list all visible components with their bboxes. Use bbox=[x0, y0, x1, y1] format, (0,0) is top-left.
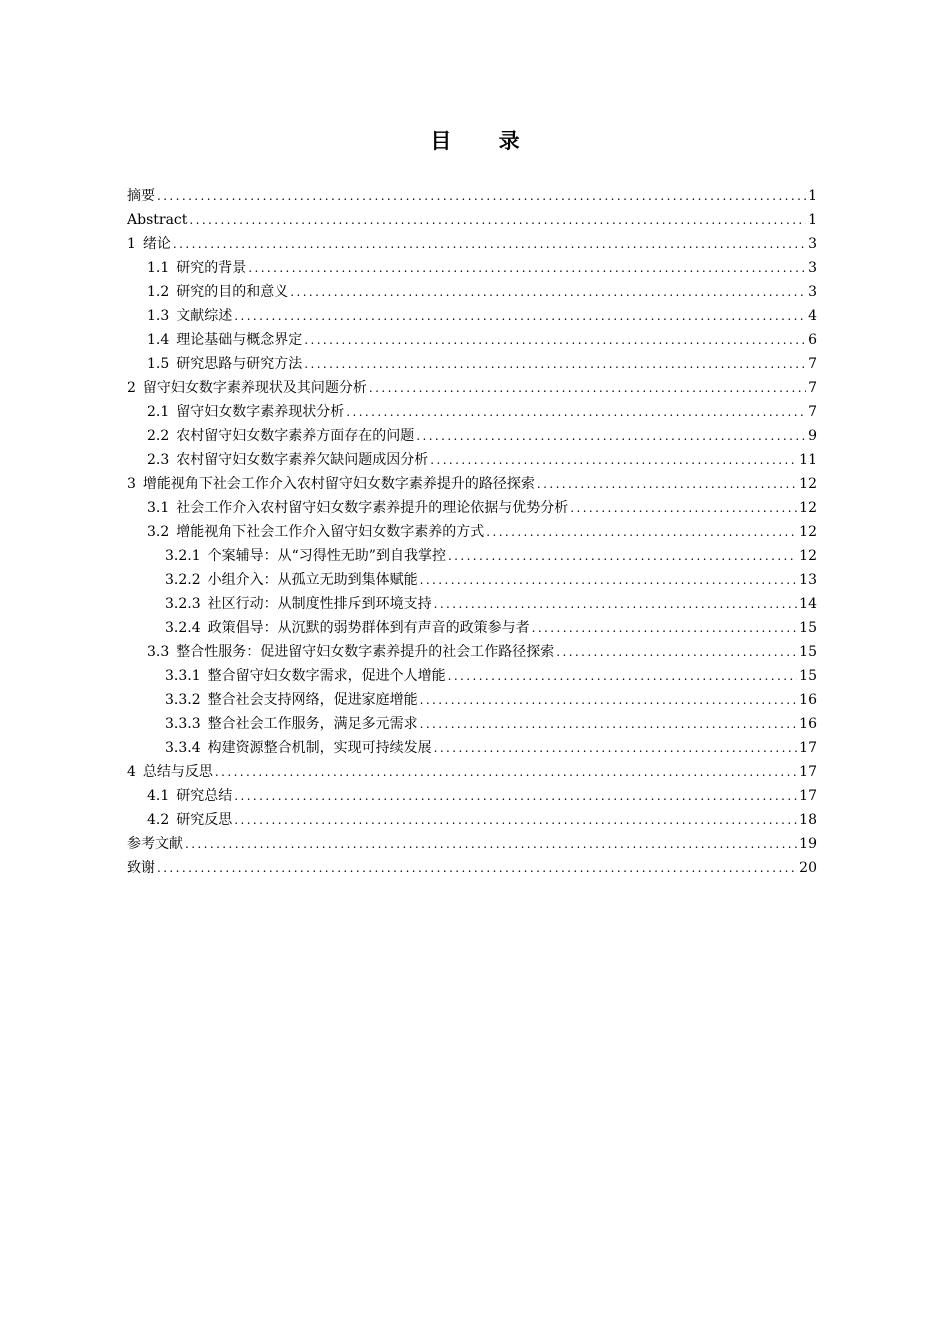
toc-entry-number: 3.2.2 bbox=[165, 572, 201, 588]
toc-entry-label bbox=[127, 208, 187, 232]
toc-entry-number: 3 bbox=[127, 476, 136, 492]
toc-entry-label bbox=[127, 184, 155, 208]
dot-leader bbox=[290, 280, 806, 304]
toc-entry-number: 3.3.4 bbox=[165, 740, 201, 756]
toc-entry-page: 15 bbox=[799, 668, 817, 684]
toc-entry-text: Abstract bbox=[127, 212, 188, 228]
toc-entry-text: 政策倡导：从沉默的弱势群体到有声音的政策参与者 bbox=[207, 620, 530, 636]
toc-entry-label bbox=[127, 472, 535, 496]
dot-leader bbox=[234, 808, 797, 832]
toc-entry-number: 1.4 bbox=[147, 332, 170, 348]
toc-entry-number: 3.1 bbox=[147, 500, 170, 516]
toc-entry[interactable] bbox=[127, 328, 817, 352]
toc-entry-page: 1 bbox=[808, 212, 817, 228]
dot-leader bbox=[434, 736, 798, 760]
toc-entry-label bbox=[147, 520, 484, 544]
toc-entry-number: 2.2 bbox=[147, 428, 170, 444]
toc-entry[interactable] bbox=[127, 712, 817, 736]
toc-entry-page: 17 bbox=[799, 788, 817, 804]
toc-entry-text: 绪论 bbox=[142, 236, 171, 252]
dot-leader bbox=[304, 352, 806, 376]
toc-entry-text: 研究思路与研究方法 bbox=[176, 356, 303, 372]
toc-entry[interactable] bbox=[127, 520, 817, 544]
toc-entry-page: 15 bbox=[799, 644, 817, 660]
toc-entry-number: 2.1 bbox=[147, 404, 170, 420]
toc-entry[interactable] bbox=[127, 568, 817, 592]
toc-entry[interactable] bbox=[127, 448, 817, 472]
toc-entry-text: 整合社会支持网络，促进家庭增能 bbox=[207, 692, 418, 708]
dot-leader bbox=[420, 688, 798, 712]
dot-leader bbox=[157, 184, 806, 208]
toc-entry[interactable] bbox=[127, 808, 817, 832]
toc-entry-label bbox=[165, 544, 446, 568]
toc-entry-label bbox=[165, 688, 418, 712]
toc-entry-page: 12 bbox=[799, 500, 817, 516]
toc-entry-text: 增能视角下社会工作介入农村留守妇女数字素养提升的路径探索 bbox=[142, 476, 535, 492]
toc-entry-label bbox=[165, 568, 418, 592]
toc-entry-label bbox=[147, 496, 568, 520]
dot-leader bbox=[173, 232, 806, 256]
dot-leader bbox=[486, 520, 797, 544]
toc-entry-label bbox=[147, 784, 232, 808]
toc-entry-page: 7 bbox=[808, 404, 817, 420]
toc-entry-number: 1.3 bbox=[147, 308, 170, 324]
toc-entry-number: 3.3.3 bbox=[165, 716, 201, 732]
toc-entry-label bbox=[147, 400, 344, 424]
table-of-contents bbox=[127, 184, 817, 880]
toc-entry-text: 增能视角下社会工作介入留守妇女数字素养的方式 bbox=[176, 524, 485, 540]
toc-entry-page: 17 bbox=[799, 764, 817, 780]
toc-entry[interactable] bbox=[127, 592, 817, 616]
dot-leader bbox=[157, 856, 797, 880]
toc-entry-page: 12 bbox=[799, 524, 817, 540]
toc-entry[interactable] bbox=[127, 544, 817, 568]
toc-entry[interactable] bbox=[127, 664, 817, 688]
dot-leader bbox=[248, 256, 806, 280]
toc-entry[interactable] bbox=[127, 304, 817, 328]
toc-entry-page: 3 bbox=[808, 284, 817, 300]
toc-entry-text: 整合留守妇女数字需求，促进个人增能 bbox=[207, 668, 446, 684]
toc-entry-label bbox=[165, 664, 446, 688]
toc-entry[interactable] bbox=[127, 616, 817, 640]
toc-entry-text: 理论基础与概念界定 bbox=[176, 332, 303, 348]
dot-leader bbox=[556, 640, 797, 664]
toc-entry-page: 3 bbox=[808, 260, 817, 276]
toc-entry[interactable] bbox=[127, 208, 817, 232]
toc-entry-number: 3.3.1 bbox=[165, 668, 201, 684]
toc-entry-label bbox=[127, 856, 155, 880]
dot-leader bbox=[420, 712, 798, 736]
toc-title: 目 录 bbox=[430, 129, 540, 153]
toc-entry-label bbox=[147, 424, 414, 448]
dot-leader bbox=[430, 448, 797, 472]
toc-entry-label bbox=[147, 640, 554, 664]
toc-entry-text: 构建资源整合机制，实现可持续发展 bbox=[207, 740, 432, 756]
dot-leader bbox=[448, 544, 797, 568]
toc-entry-number: 3.2.1 bbox=[165, 548, 201, 564]
toc-entry[interactable] bbox=[127, 784, 817, 808]
toc-entry-number: 4.2 bbox=[147, 812, 170, 828]
toc-entry-text: 总结与反思 bbox=[142, 764, 213, 780]
toc-entry-number: 3.2.4 bbox=[165, 620, 201, 636]
toc-entry[interactable] bbox=[127, 736, 817, 760]
toc-entry[interactable] bbox=[127, 256, 817, 280]
toc-entry-text: 摘要 bbox=[127, 188, 155, 204]
dot-leader bbox=[532, 616, 798, 640]
dot-leader bbox=[215, 760, 797, 784]
toc-entry[interactable] bbox=[127, 424, 817, 448]
toc-entry-page: 20 bbox=[799, 860, 817, 876]
toc-entry-label bbox=[165, 592, 432, 616]
toc-entry-page: 15 bbox=[799, 620, 817, 636]
toc-entry-number: 3.2.3 bbox=[165, 596, 201, 612]
toc-entry-number: 3.3 bbox=[147, 644, 170, 660]
toc-entry-text: 文献综述 bbox=[176, 308, 233, 324]
dot-leader bbox=[434, 592, 798, 616]
dot-leader bbox=[537, 472, 797, 496]
dot-leader bbox=[304, 328, 806, 352]
toc-entry-text: 留守妇女数字素养现状分析 bbox=[176, 404, 345, 420]
toc-entry-label bbox=[147, 256, 246, 280]
toc-entry[interactable] bbox=[127, 376, 817, 400]
toc-entry-number: 2 bbox=[127, 380, 136, 396]
dot-leader bbox=[234, 304, 806, 328]
dot-leader bbox=[369, 376, 806, 400]
dot-leader bbox=[570, 496, 797, 520]
toc-entry-text: 小组介入：从孤立无助到集体赋能 bbox=[207, 572, 418, 588]
toc-entry-label bbox=[127, 832, 183, 856]
toc-entry-label bbox=[127, 232, 171, 256]
toc-entry-number: 3.3.2 bbox=[165, 692, 201, 708]
toc-entry-text: 致谢 bbox=[127, 860, 155, 876]
toc-entry[interactable] bbox=[127, 640, 817, 664]
toc-entry-page: 12 bbox=[799, 548, 817, 564]
toc-entry-page: 1 bbox=[808, 188, 817, 204]
toc-entry-page: 12 bbox=[799, 476, 817, 492]
toc-entry-text: 参考文献 bbox=[127, 836, 183, 852]
dot-leader bbox=[189, 208, 806, 232]
toc-entry-number: 1.1 bbox=[147, 260, 170, 276]
toc-entry-text: 农村留守妇女数字素养欠缺问题成因分析 bbox=[176, 452, 429, 468]
toc-entry-number: 1.5 bbox=[147, 356, 170, 372]
toc-entry-page: 14 bbox=[799, 596, 817, 612]
toc-entry-text: 研究总结 bbox=[176, 788, 233, 804]
toc-entry-page: 16 bbox=[799, 692, 817, 708]
toc-entry-label bbox=[165, 712, 418, 736]
toc-entry[interactable] bbox=[127, 400, 817, 424]
toc-entry[interactable] bbox=[127, 232, 817, 256]
toc-entry-page: 18 bbox=[799, 812, 817, 828]
toc-entry[interactable] bbox=[127, 280, 817, 304]
toc-entry-text: 社区行动：从制度性排斥到环境支持 bbox=[207, 596, 432, 612]
dot-leader bbox=[185, 832, 797, 856]
toc-entry[interactable] bbox=[127, 760, 817, 784]
toc-entry-label bbox=[127, 376, 367, 400]
dot-leader bbox=[234, 784, 797, 808]
toc-entry-page: 9 bbox=[808, 428, 817, 444]
dot-leader bbox=[346, 400, 806, 424]
toc-entry-page: 7 bbox=[808, 356, 817, 372]
toc-entry-label bbox=[127, 760, 213, 784]
toc-entry-text: 研究的目的和意义 bbox=[176, 284, 289, 300]
toc-entry-text: 整合社会工作服务，满足多元需求 bbox=[207, 716, 418, 732]
toc-entry-number: 4 bbox=[127, 764, 136, 780]
toc-entry-text: 农村留守妇女数字素养方面存在的问题 bbox=[176, 428, 415, 444]
toc-entry-number: 1 bbox=[127, 236, 136, 252]
toc-entry-label bbox=[165, 616, 530, 640]
toc-entry-page: 3 bbox=[808, 236, 817, 252]
toc-entry-number: 1.2 bbox=[147, 284, 170, 300]
dot-leader bbox=[416, 424, 806, 448]
toc-entry-number: 2.3 bbox=[147, 452, 170, 468]
toc-entry-page: 11 bbox=[799, 452, 817, 468]
toc-entry[interactable] bbox=[127, 688, 817, 712]
toc-entry-label bbox=[147, 808, 232, 832]
toc-entry[interactable] bbox=[127, 472, 817, 496]
toc-entry-text: 个案辅导：从“习得性无助”到自我掌控 bbox=[207, 548, 446, 564]
toc-entry[interactable] bbox=[127, 184, 817, 208]
toc-entry-page: 13 bbox=[799, 572, 817, 588]
toc-entry-label bbox=[147, 328, 302, 352]
toc-entry-label bbox=[147, 304, 232, 328]
toc-entry-label bbox=[147, 448, 428, 472]
toc-entry[interactable] bbox=[127, 352, 817, 376]
toc-entry[interactable] bbox=[127, 856, 817, 880]
toc-entry-label bbox=[165, 736, 432, 760]
dot-leader bbox=[448, 664, 798, 688]
toc-entry-text: 整合性服务：促进留守妇女数字素养提升的社会工作路径探索 bbox=[176, 644, 555, 660]
toc-entry-label bbox=[147, 280, 288, 304]
toc-entry-label bbox=[147, 352, 302, 376]
toc-entry-page: 17 bbox=[799, 740, 817, 756]
toc-entry-text: 社会工作介入农村留守妇女数字素养提升的理论依据与优势分析 bbox=[176, 500, 569, 516]
toc-entry-page: 19 bbox=[799, 836, 817, 852]
toc-entry-text: 研究反思 bbox=[176, 812, 233, 828]
toc-entry-page: 4 bbox=[808, 308, 817, 324]
toc-entry[interactable] bbox=[127, 496, 817, 520]
toc-entry-text: 留守妇女数字素养现状及其问题分析 bbox=[142, 380, 367, 396]
toc-entry-page: 7 bbox=[808, 380, 817, 396]
dot-leader bbox=[420, 568, 798, 592]
toc-entry-number: 4.1 bbox=[147, 788, 170, 804]
toc-entry-page: 6 bbox=[808, 332, 817, 348]
toc-entry-page: 16 bbox=[799, 716, 817, 732]
toc-entry[interactable] bbox=[127, 832, 817, 856]
toc-entry-text: 研究的背景 bbox=[176, 260, 247, 276]
toc-entry-number: 3.2 bbox=[147, 524, 170, 540]
